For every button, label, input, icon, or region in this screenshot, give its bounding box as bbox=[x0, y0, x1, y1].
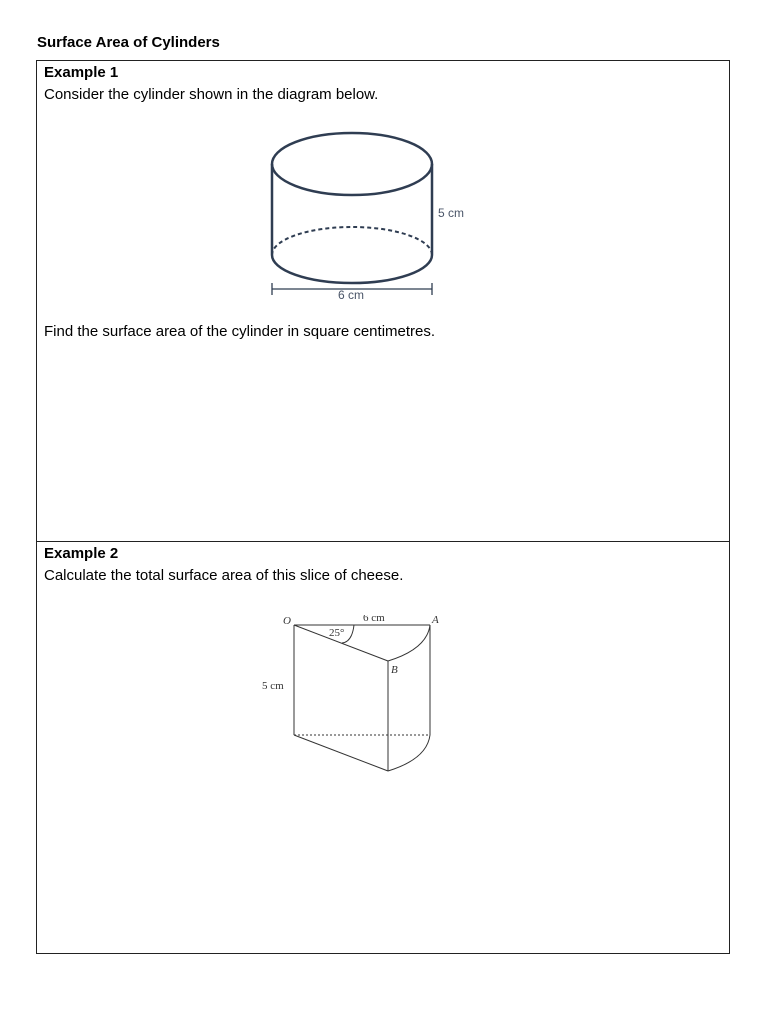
page-title: Surface Area of Cylinders bbox=[37, 34, 220, 51]
cheese-slice-diagram bbox=[252, 615, 492, 795]
edge-bottom-ob bbox=[294, 735, 388, 771]
example-1-intro: Consider the cylinder shown in the diagram below. bbox=[44, 86, 379, 103]
vertex-o-label: O bbox=[283, 615, 291, 627]
cylinder-bottom-front-arc bbox=[272, 255, 432, 283]
arc-ab-top bbox=[388, 625, 430, 661]
example-2-intro: Calculate the total surface area of this slice of cheese. bbox=[44, 567, 404, 584]
cylinder-top-ellipse bbox=[272, 133, 432, 195]
radius-label: 6 cm bbox=[363, 615, 385, 624]
example-2-cell bbox=[37, 542, 729, 953]
cheese-height-label: 5 cm bbox=[262, 680, 284, 692]
worksheet-table bbox=[36, 60, 730, 954]
cylinder-diagram bbox=[262, 121, 502, 306]
example-1-question: Find the surface area of the cylinder in square centimetres. bbox=[44, 323, 436, 340]
arc-ab-bottom bbox=[388, 735, 430, 771]
example-2-heading: Example 2 bbox=[44, 545, 119, 562]
example-1-heading: Example 1 bbox=[44, 64, 119, 81]
angle-label: 25° bbox=[329, 627, 345, 639]
vertex-b-label: B bbox=[391, 664, 398, 676]
vertex-a-label: A bbox=[432, 615, 439, 626]
example-1-cell bbox=[37, 61, 729, 542]
cylinder-bottom-hidden-arc bbox=[272, 227, 432, 255]
cylinder-diameter-label: 6 cm bbox=[338, 288, 365, 302]
cylinder-height-label: 5 cm bbox=[438, 206, 465, 220]
